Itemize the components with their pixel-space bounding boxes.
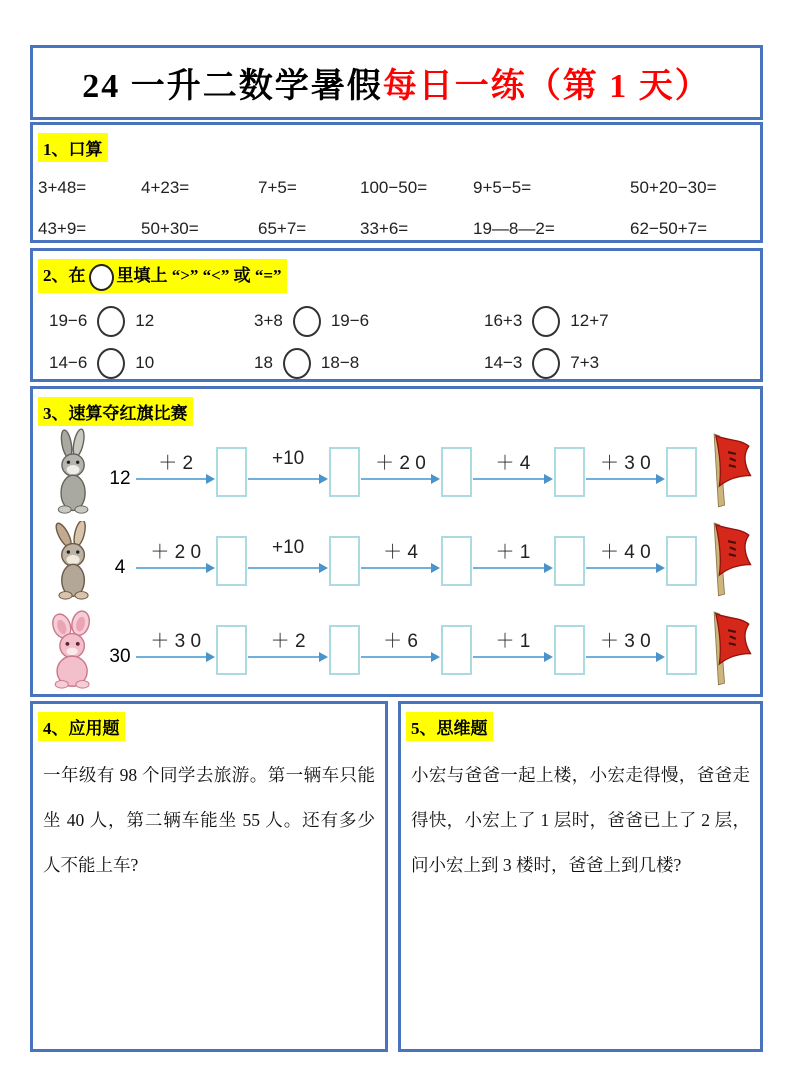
pink-rabbit-icon [43, 610, 105, 690]
arrow-icon [586, 453, 665, 484]
step-operation: ＋ 2 [270, 631, 306, 652]
answer-box[interactable] [666, 625, 697, 675]
word-problem-text: 一年级有 98 个同学去旅游。第一辆车只能坐 40 人，第二辆车能坐 55 人。还有多少人不能上车? [43, 765, 375, 875]
math-problem: 9+5−5= [473, 178, 532, 197]
step-operation: ＋ 2 [158, 453, 194, 474]
section-flag-race [30, 386, 763, 697]
step-operation: ＋ 3 0 [150, 631, 202, 652]
right-expression: 7+3 [570, 353, 600, 373]
answer-box[interactable] [554, 447, 585, 497]
answer-box[interactable] [216, 625, 247, 675]
answer-box[interactable] [329, 447, 360, 497]
section2-heading-suffix: 里填上 “>” “<” 或 “=” [116, 266, 282, 285]
race-step [135, 536, 247, 586]
answer-box[interactable] [441, 447, 472, 497]
comparison-item [254, 303, 484, 340]
race-step [472, 447, 584, 497]
left-expression: 3+8 [254, 311, 283, 331]
race-start-number: 30 [109, 646, 131, 667]
left-expression: 16+3 [484, 311, 523, 331]
comparison-item [484, 303, 760, 340]
right-expression: 12 [135, 311, 155, 331]
answer-box[interactable] [329, 625, 360, 675]
race-row [43, 518, 754, 604]
race-start-number: 12 [109, 468, 131, 489]
math-problem: 50+20−30= [630, 178, 717, 197]
math-problem: 19—8—2= [473, 219, 555, 238]
answer-box[interactable] [441, 536, 472, 586]
arrow-icon [586, 631, 665, 662]
comparison-item [49, 345, 254, 382]
race-start-number: 4 [114, 557, 126, 578]
answer-circle[interactable] [283, 348, 311, 379]
step-operation: ＋ 4 0 [599, 542, 651, 563]
section3-heading: 3、速算夺红旗比赛 [38, 397, 193, 426]
answer-circle[interactable] [532, 306, 560, 337]
left-expression: 14−6 [49, 353, 88, 373]
answer-box[interactable] [666, 536, 697, 586]
math-problem: 65+7= [258, 219, 307, 238]
math-problem: 100−50= [360, 178, 428, 197]
answer-circle[interactable] [97, 306, 125, 337]
answer-circle[interactable] [532, 348, 560, 379]
race-step [585, 625, 697, 675]
comparison-item [49, 303, 254, 340]
step-operation: ＋ 4 [383, 542, 418, 563]
step-operation: ＋ 6 [383, 631, 418, 652]
answer-box[interactable] [554, 625, 585, 675]
race-step [135, 625, 247, 675]
answer-circle[interactable] [97, 348, 125, 379]
arrow-icon [473, 453, 552, 484]
comparison-item [254, 345, 484, 382]
math-problem: 50+30= [141, 219, 199, 238]
step-operation: ＋ 3 0 [599, 631, 651, 652]
answer-box[interactable] [216, 447, 247, 497]
race-step [360, 536, 472, 586]
step-operation: ＋ 1 [495, 631, 531, 652]
arrow-icon [361, 542, 440, 573]
thinking-problem-text: 小宏与爸爸一起上楼，小宏走得慢，爸爸走得快，小宏上了 1 层时，爸爸已上了 2 层，问小宏上到 3 楼时，爸爸上到几楼? [411, 765, 750, 875]
arrow-icon [136, 542, 215, 573]
example-circle-icon [89, 264, 114, 291]
section2-heading-prefix: 2、在 [43, 266, 86, 285]
arrow-icon [136, 453, 215, 484]
race-step [585, 447, 697, 497]
right-expression: 18−8 [320, 353, 360, 373]
section-thinking-problem [398, 701, 763, 1052]
arrow-icon [136, 631, 215, 662]
math-problem: 3+48= [38, 178, 87, 197]
math-problem: 62−50+7= [630, 219, 708, 238]
race-step [472, 536, 584, 586]
step-operation: ＋ 2 0 [375, 453, 426, 474]
arrow-icon [586, 542, 665, 573]
left-expression: 14−3 [484, 353, 523, 373]
step-operation: +10 [271, 537, 305, 558]
left-expression: 18 [254, 353, 273, 373]
arrow-icon [361, 631, 440, 662]
race-step [472, 625, 584, 675]
title-black-part: 24 一升二数学暑假 [82, 68, 383, 105]
left-expression: 19−6 [49, 311, 88, 331]
step-operation: +10 [271, 448, 305, 469]
step-operation: ＋ 1 [495, 542, 531, 563]
race-step [360, 625, 472, 675]
red-flag-icon [702, 427, 754, 518]
red-flag-icon [702, 516, 754, 607]
race-step [247, 447, 359, 497]
race-step [585, 536, 697, 586]
race-step [247, 536, 359, 586]
title-red-part: 每日一练（第 1 天） [382, 68, 711, 105]
arrow-icon [248, 448, 327, 484]
right-expression: 19−6 [330, 311, 370, 331]
math-problem: 7+5= [258, 178, 297, 197]
math-problem: 43+9= [38, 219, 87, 238]
race-step [135, 447, 247, 497]
arrow-icon [248, 537, 327, 573]
oral-problems-grid [38, 178, 760, 239]
answer-box[interactable] [441, 625, 472, 675]
math-problem: 33+6= [360, 219, 409, 238]
race-row [43, 429, 754, 515]
section-oral-calculation [30, 122, 763, 243]
answer-box[interactable] [666, 447, 697, 497]
arrow-icon [361, 453, 440, 484]
step-operation: ＋ 4 [495, 453, 531, 474]
step-operation: ＋ 3 0 [599, 453, 651, 474]
answer-circle[interactable] [293, 306, 321, 337]
section-comparison [30, 248, 763, 382]
comparison-item [484, 345, 760, 382]
race-row [43, 607, 754, 693]
answer-box[interactable] [329, 536, 360, 586]
title-box [30, 45, 763, 120]
section4-heading: 4、应用题 [38, 712, 125, 741]
gray-bunny-icon [43, 428, 105, 516]
arrow-icon [248, 631, 327, 662]
step-operation: ＋ 2 0 [150, 542, 202, 563]
section5-heading: 5、思维题 [406, 712, 493, 741]
red-flag-icon [702, 605, 754, 696]
race-step [360, 447, 472, 497]
math-problem: 4+23= [141, 178, 190, 197]
answer-box[interactable] [554, 536, 585, 586]
arrow-icon [473, 631, 552, 662]
bottom-sections [30, 701, 763, 1052]
page-title [82, 58, 711, 107]
answer-box[interactable] [216, 536, 247, 586]
right-expression: 10 [135, 353, 155, 373]
arrow-icon [473, 542, 552, 573]
section1-heading: 1、口算 [38, 133, 108, 162]
section2-heading [38, 259, 287, 293]
right-expression: 12+7 [570, 311, 609, 331]
section-word-problem [30, 701, 388, 1052]
race-step [247, 625, 359, 675]
comparison-grid [49, 303, 760, 382]
gray-rabbit-icon [43, 521, 105, 601]
